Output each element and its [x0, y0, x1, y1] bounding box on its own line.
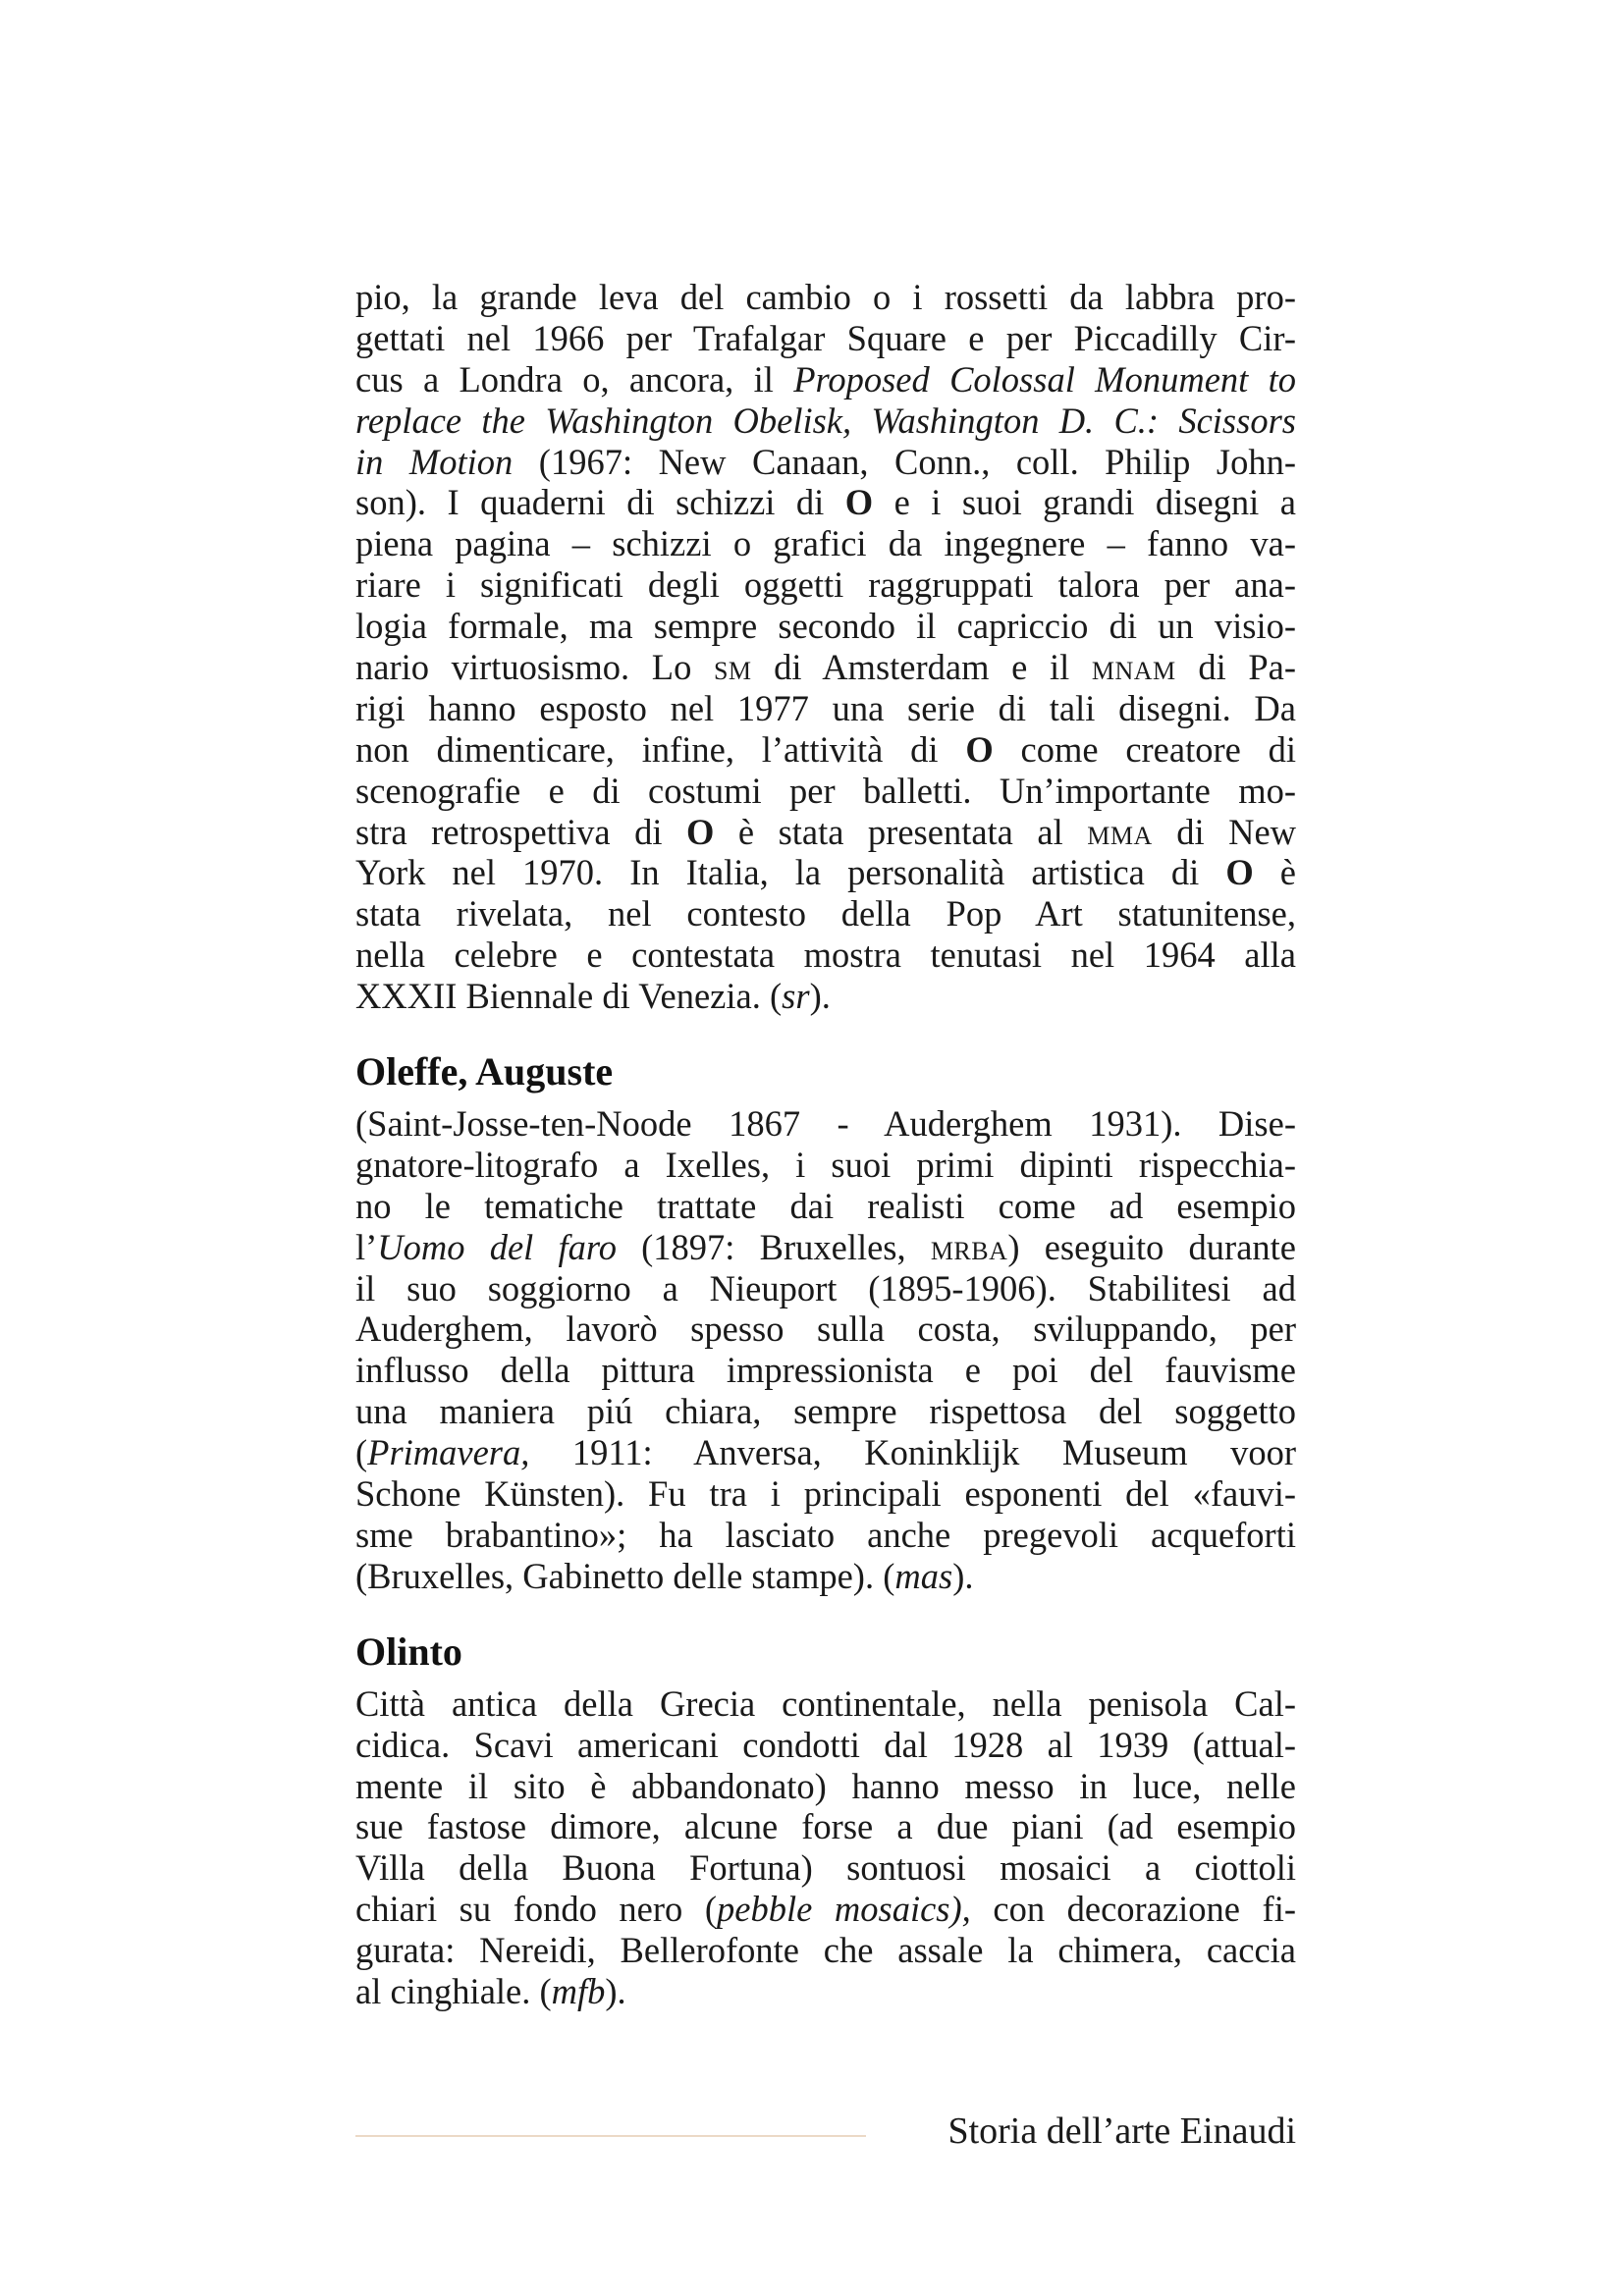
text-line: riare i significati degli oggetti raggruppati talora per ana- — [355, 564, 1296, 606]
small-caps-abbrev: mma — [1087, 811, 1153, 852]
italic-text: Primavera, — [367, 1432, 530, 1473]
footer-title: Storia dell’arte Einaudi — [947, 2110, 1296, 2152]
text-line: in Motion (1967: New Canaan, Conn., coll. Philip John- — [355, 441, 1296, 482]
text-line: rigi hanno esposto nel 1977 una serie di tali disegni. Da — [355, 687, 1296, 728]
text-line: l’Uomo del faro (1897: Bruxelles, mrba) eseguito durante — [355, 1226, 1296, 1267]
italic-text: replace the Washington Obelisk, Washington D. C.: Scissors — [355, 400, 1296, 441]
text-line: cus a Londra o, ancora, il Proposed Colossal Monument to — [355, 358, 1296, 400]
text-line: chiari su fondo nero (pebble mosaics), con decorazione fi- — [355, 1889, 1296, 1930]
text-line: al cinghiale. (mfb). — [355, 1970, 626, 2011]
small-caps-abbrev: sm — [713, 647, 752, 688]
text-line: influsso della pittura impressionista e poi del fauvisme — [355, 1350, 1296, 1391]
entry-body — [355, 1683, 1296, 2012]
italic-text: mfb — [551, 1970, 606, 2011]
text-line: gurata: Nereidi, Bellerofonte che assale la chimera, caccia — [355, 1930, 1296, 1971]
text-line: cidica. Scavi americani condotti dal 1928 al 1939 (attual- — [355, 1724, 1296, 1765]
bold-abbrev: O — [1225, 852, 1254, 893]
text-line: Auderghem, lavorò spesso sulla costa, sviluppando, per — [355, 1308, 1296, 1350]
text-line: stata rivelata, nel contesto della Pop Art statunitense, — [355, 893, 1296, 934]
italic-text: pebble mosaics), — [717, 1889, 971, 1930]
italic-text: Proposed Colossal Monument to — [793, 358, 1296, 400]
text-column — [355, 277, 1296, 2012]
text-line: scenografie e di costumi per balletti. Un’importante mo- — [355, 770, 1296, 811]
text-line: nario virtuosismo. Lo sm di Amsterdam e il mnam di Pa- — [355, 647, 1296, 688]
text-line: logia formale, ma sempre secondo il capriccio di un visio- — [355, 606, 1296, 647]
bold-abbrev: O — [685, 811, 715, 852]
text-line: mente il sito è abbandonato) hanno messo in luce, nelle — [355, 1765, 1296, 1806]
text-line: sue fastose dimore, alcune forse a due piani (ad esempio — [355, 1806, 1296, 1847]
text-line: XXXII Biennale di Venezia. (sr). — [355, 976, 831, 1017]
small-caps-abbrev: mrba — [930, 1226, 1008, 1267]
text-line: York nel 1970. In Italia, la personalità artistica di O è — [355, 852, 1296, 893]
text-line: Città antica della Grecia continentale, nella penisola Cal- — [355, 1682, 1296, 1724]
bold-abbrev: O — [965, 728, 994, 770]
text-line: (Primavera, 1911: Anversa, Koninklijk Museum voor — [355, 1432, 1296, 1473]
text-line: gnatore-litografo a Ixelles, i suoi primi dipinti rispecchia- — [355, 1144, 1296, 1185]
entry-body — [355, 1103, 1296, 1597]
footer-rule — [355, 2135, 866, 2137]
text-line: non dimenticare, infine, l’attività di O come creatore di — [355, 728, 1296, 770]
text-line: stra retrospettiva di O è stata presentata al mma di New — [355, 811, 1296, 852]
entries — [355, 1017, 1296, 2012]
text-line: il suo soggiorno a Nieuport (1895-1906). Stabilitesi ad — [355, 1267, 1296, 1308]
text-line: Villa della Buona Fortuna) sontuosi mosaici a ciottoli — [355, 1847, 1296, 1889]
entry-heading: Oleffe, Auguste — [355, 1049, 614, 1095]
text-line: (Bruxelles, Gabinetto delle stampe). (mas). — [355, 1555, 974, 1596]
text-line: piena pagina – schizzi o grafici da ingegnere – fanno va- — [355, 523, 1296, 564]
text-line: pio, la grande leva del cambio o i rossetti da labbra pro- — [355, 277, 1296, 317]
text-line: una maniera piú chiara, sempre rispettosa del soggetto — [355, 1391, 1296, 1432]
italic-text: sr — [782, 976, 810, 1017]
bold-abbrev: O — [844, 482, 874, 523]
text-line: gettati nel 1966 per Trafalgar Square e per Piccadilly Cir- — [355, 317, 1296, 358]
italic-text: in Motion — [355, 441, 514, 482]
text-line: no le tematiche trattate dai realisti come ad esempio — [355, 1185, 1296, 1226]
text-line — [355, 400, 1296, 442]
text-line: son). I quaderni di schizzi di O e i suoi grandi disegni a — [355, 482, 1296, 523]
entry-heading: Olinto — [355, 1629, 462, 1674]
italic-text: mas — [894, 1555, 953, 1596]
small-caps-abbrev: mnam — [1091, 647, 1176, 688]
text-line: sme brabantino»; ha lasciato anche pregevoli acqueforti — [355, 1514, 1296, 1555]
text-line: nella celebre e contestata mostra tenutasi nel 1964 alla — [355, 934, 1296, 976]
continuation-paragraph — [355, 277, 1296, 1017]
italic-text: Uomo del faro — [377, 1226, 617, 1267]
text-line: (Saint-Josse-ten-Noode 1867 - Auderghem 1931). Dise- — [355, 1103, 1296, 1145]
text-line: Schone Künsten). Fu tra i principali esponenti del «fauvi- — [355, 1473, 1296, 1515]
